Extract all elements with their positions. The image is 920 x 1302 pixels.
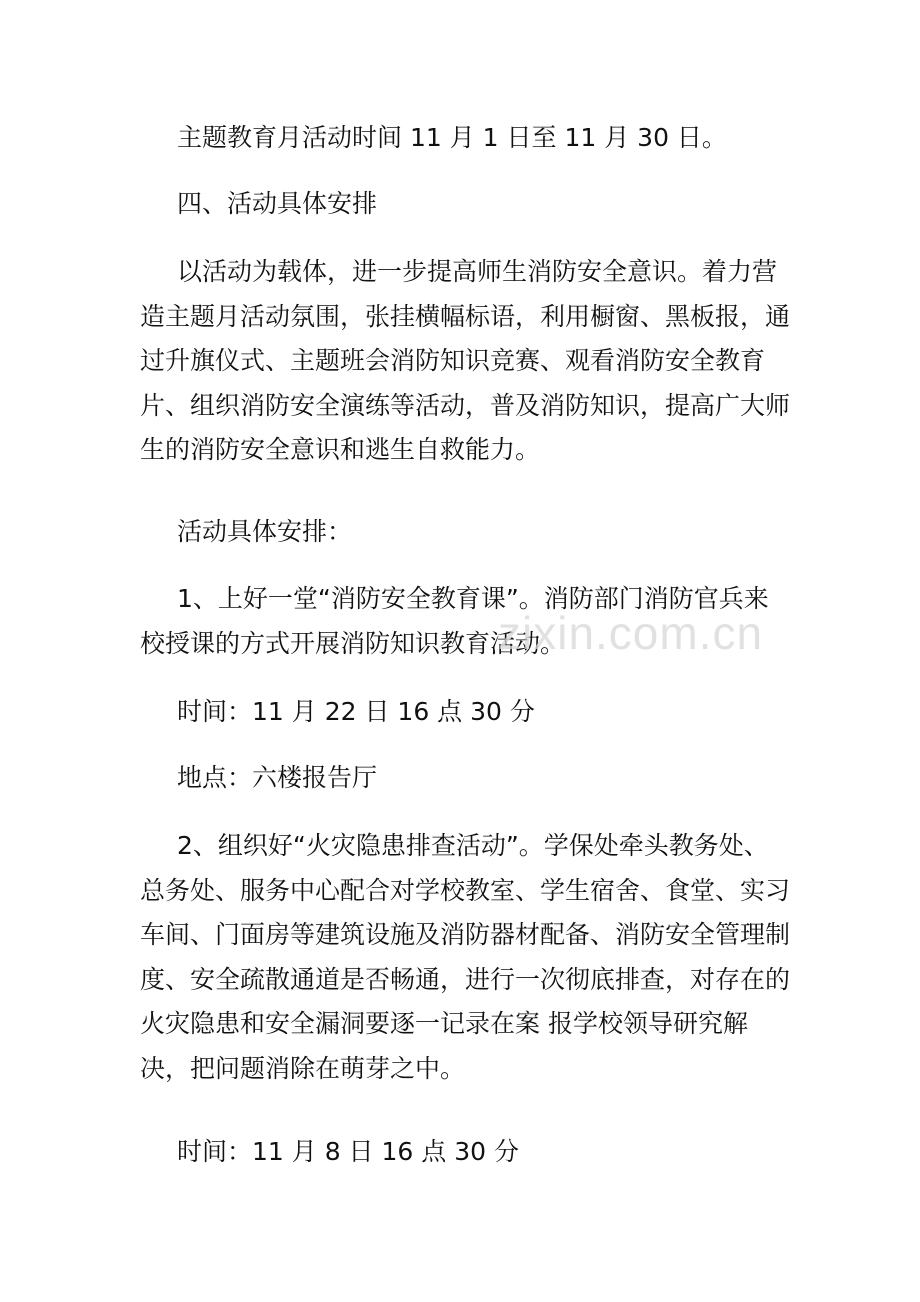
paragraph-time-2: 时间：11 月 8 日 16 点 30 分 xyxy=(177,1137,519,1166)
paragraph-activity-period: 主题教育月活动时间 11 月 1 日至 11 月 30 日。 xyxy=(177,123,727,152)
paragraph-arrangement-intro: 活动具体安排： xyxy=(177,517,353,546)
paragraph-location-1: 地点：六楼报告厅 xyxy=(177,763,378,792)
paragraph-item-1: 1、上好一堂“消防安全教育课”。消防部门消防官兵来校授课的方式开展消防知识教育活动。 xyxy=(140,584,769,658)
watermark: zixin.com.cn xyxy=(498,607,764,659)
paragraph-item-2: 2、组织好“火灾隐患排查活动”。学保处牵头教务处、总务处、服务中心配合对学校教室、学生宿舍、食堂、实习车间、门面房等建筑设施及消防器材配备、消防安全管理制度、安全疏散通道是否畅通，进行一次彻底排查，对存在的火灾隐患和安全漏洞要逐一记录在案 报学校领导研究解决，把问题消除在萌芽之中。 xyxy=(140,831,791,1083)
paragraph-time-1: 时间：11 月 22 日 16 点 30 分 xyxy=(177,697,535,726)
section-heading-arrangements: 四、活动具体安排 xyxy=(177,189,378,218)
paragraph-overview: 以活动为载体，进一步提高师生消防安全意识。着力营造主题月活动氛围，张挂横幅标语，利用橱窗、黑板报，通过升旗仪式、主题班会消防知识竞赛、观看消防安全教育片、组织消防安全演练等活动，普及消防知识，提高广大师生的消防安全意识和逃生自救能力。 xyxy=(140,257,791,464)
